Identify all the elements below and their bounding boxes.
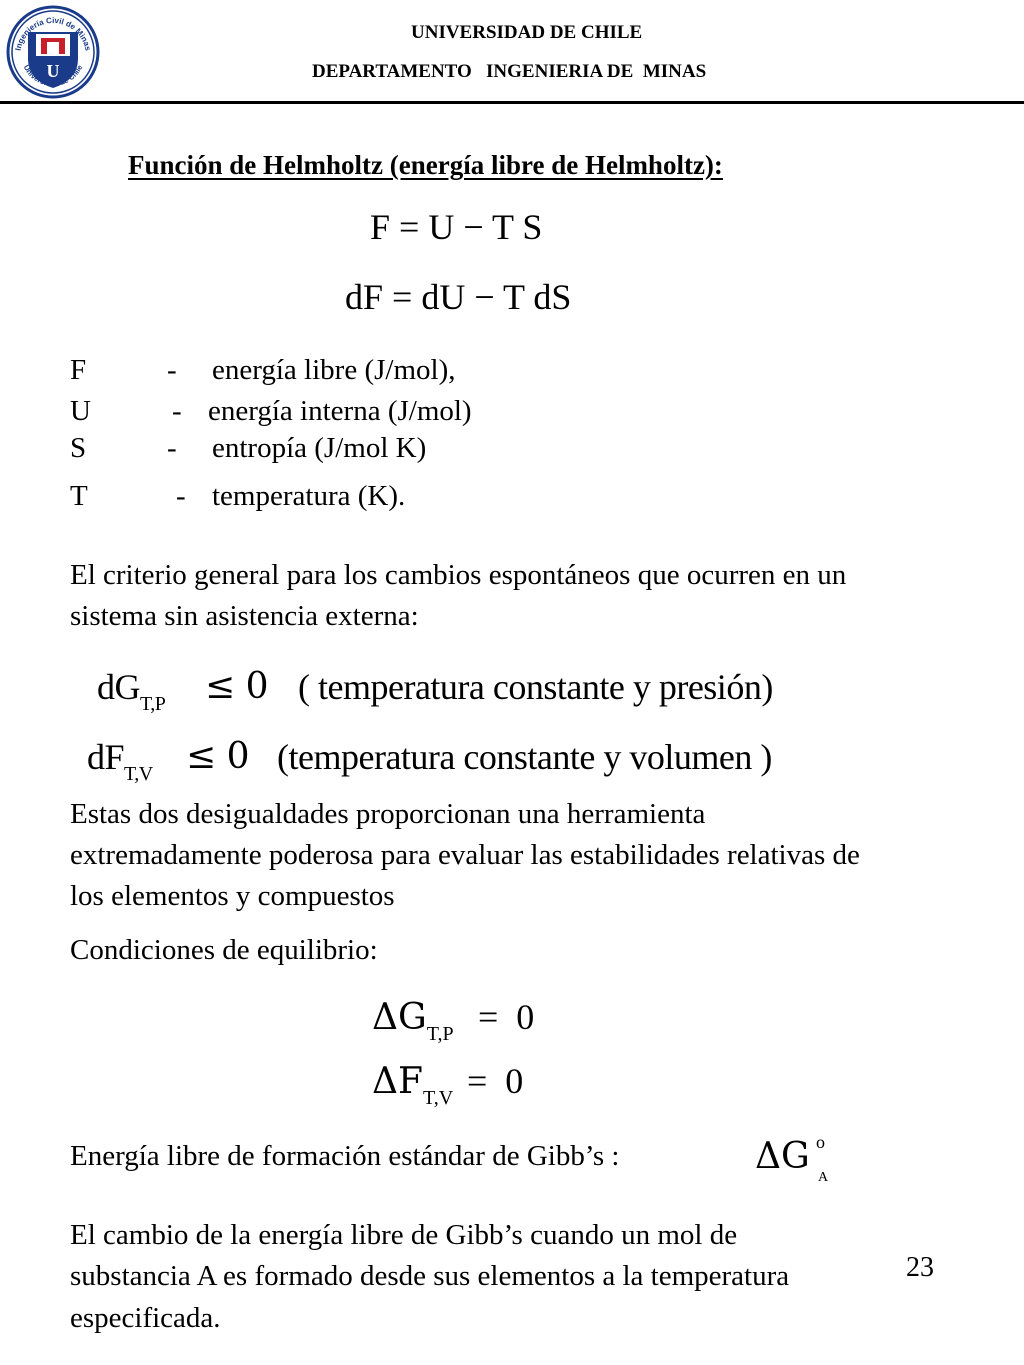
eq-lhs: ΔF: [372, 1061, 423, 1102]
paragraph-line: substancia A es formado desde sus elementos a la temperatura: [70, 1260, 790, 1292]
def-symbol: S: [70, 432, 87, 464]
ineq-subscript: T,P: [140, 693, 166, 715]
equation-helmholtz: F = U − T S: [370, 207, 543, 247]
paragraph-line: extremadamente poderosa para evaluar las estabilidades relativas de: [70, 839, 860, 871]
svg-text:Universidad de Chile: Universidad de Chile: [21, 63, 85, 89]
def-text: entropía (J/mol K): [212, 432, 427, 464]
eq-rhs: = 0: [478, 997, 535, 1037]
gibbs-subscript: A: [818, 1170, 829, 1185]
section-title: Función de Helmholtz (energía libre de Helmholtz):: [128, 150, 723, 180]
university-name: UNIVERSIDAD DE CHILE: [411, 22, 643, 43]
university-logo: [6, 4, 100, 100]
def-dash: -: [172, 395, 182, 427]
def-dash: -: [167, 354, 177, 386]
def-text: energía interna (J/mol): [208, 395, 472, 427]
inequality-gibbs: [97, 666, 165, 716]
paragraph-line: Estas dos desigualdades proporcionan una herramienta: [70, 798, 706, 830]
paragraph-line: especificada.: [70, 1302, 221, 1334]
gibbs-superscript: o: [816, 1132, 825, 1152]
eq-subscript: T,P: [426, 1023, 454, 1045]
def-symbol: T: [70, 480, 88, 512]
ineq-condition: (temperatura constante y volumen ): [277, 737, 772, 777]
def-dash: -: [176, 480, 186, 512]
gibbs-label: Energía libre de formación estándar de Gibb’s :: [70, 1140, 620, 1172]
def-symbol: U: [70, 395, 91, 427]
ineq-lhs: dF: [87, 737, 125, 777]
page-number: 23: [906, 1252, 934, 1283]
svg-text:U: U: [46, 61, 60, 81]
equation-differential: dF = dU − T dS: [345, 277, 572, 317]
def-text: temperatura (K).: [212, 480, 406, 512]
def-text: energía libre (J/mol),: [212, 354, 456, 386]
equilibrium-helmholtz: [372, 1060, 453, 1110]
ineq-subscript: T,V: [124, 763, 153, 785]
equilibrium-label: Condiciones de equilibrio:: [70, 934, 378, 966]
ineq-lhs: dG: [97, 667, 140, 707]
eq-lhs: ΔG: [372, 997, 427, 1038]
gibbs-symbol: ΔG: [755, 1136, 810, 1177]
department-name: DEPARTAMENTO INGENIERIA DE MINAS: [312, 61, 707, 82]
equilibrium-gibbs: [372, 996, 454, 1046]
paragraph-line: sistema sin asistencia externa:: [70, 600, 419, 632]
eq-subscript: T,V: [422, 1087, 454, 1109]
ineq-condition: ( temperatura constante y presión): [298, 667, 773, 707]
def-symbol: F: [70, 354, 87, 386]
header-divider: [0, 101, 1024, 104]
svg-text:Ingeniería Civil de Minas: Ingeniería Civil de Minas: [13, 15, 93, 52]
paragraph-line: El criterio general para los cambios espontáneos que ocurren en un: [70, 559, 847, 591]
inequality-helmholtz: [87, 736, 153, 786]
ineq-relation: ≤ 0: [205, 666, 269, 707]
paragraph-line: El cambio de la energía libre de Gibb’s cuando un mol de: [70, 1219, 738, 1251]
def-dash: -: [167, 432, 177, 464]
ineq-relation: ≤ 0: [186, 736, 250, 777]
eq-rhs: = 0: [467, 1061, 524, 1101]
paragraph-line: los elementos y compuestos: [70, 880, 395, 912]
